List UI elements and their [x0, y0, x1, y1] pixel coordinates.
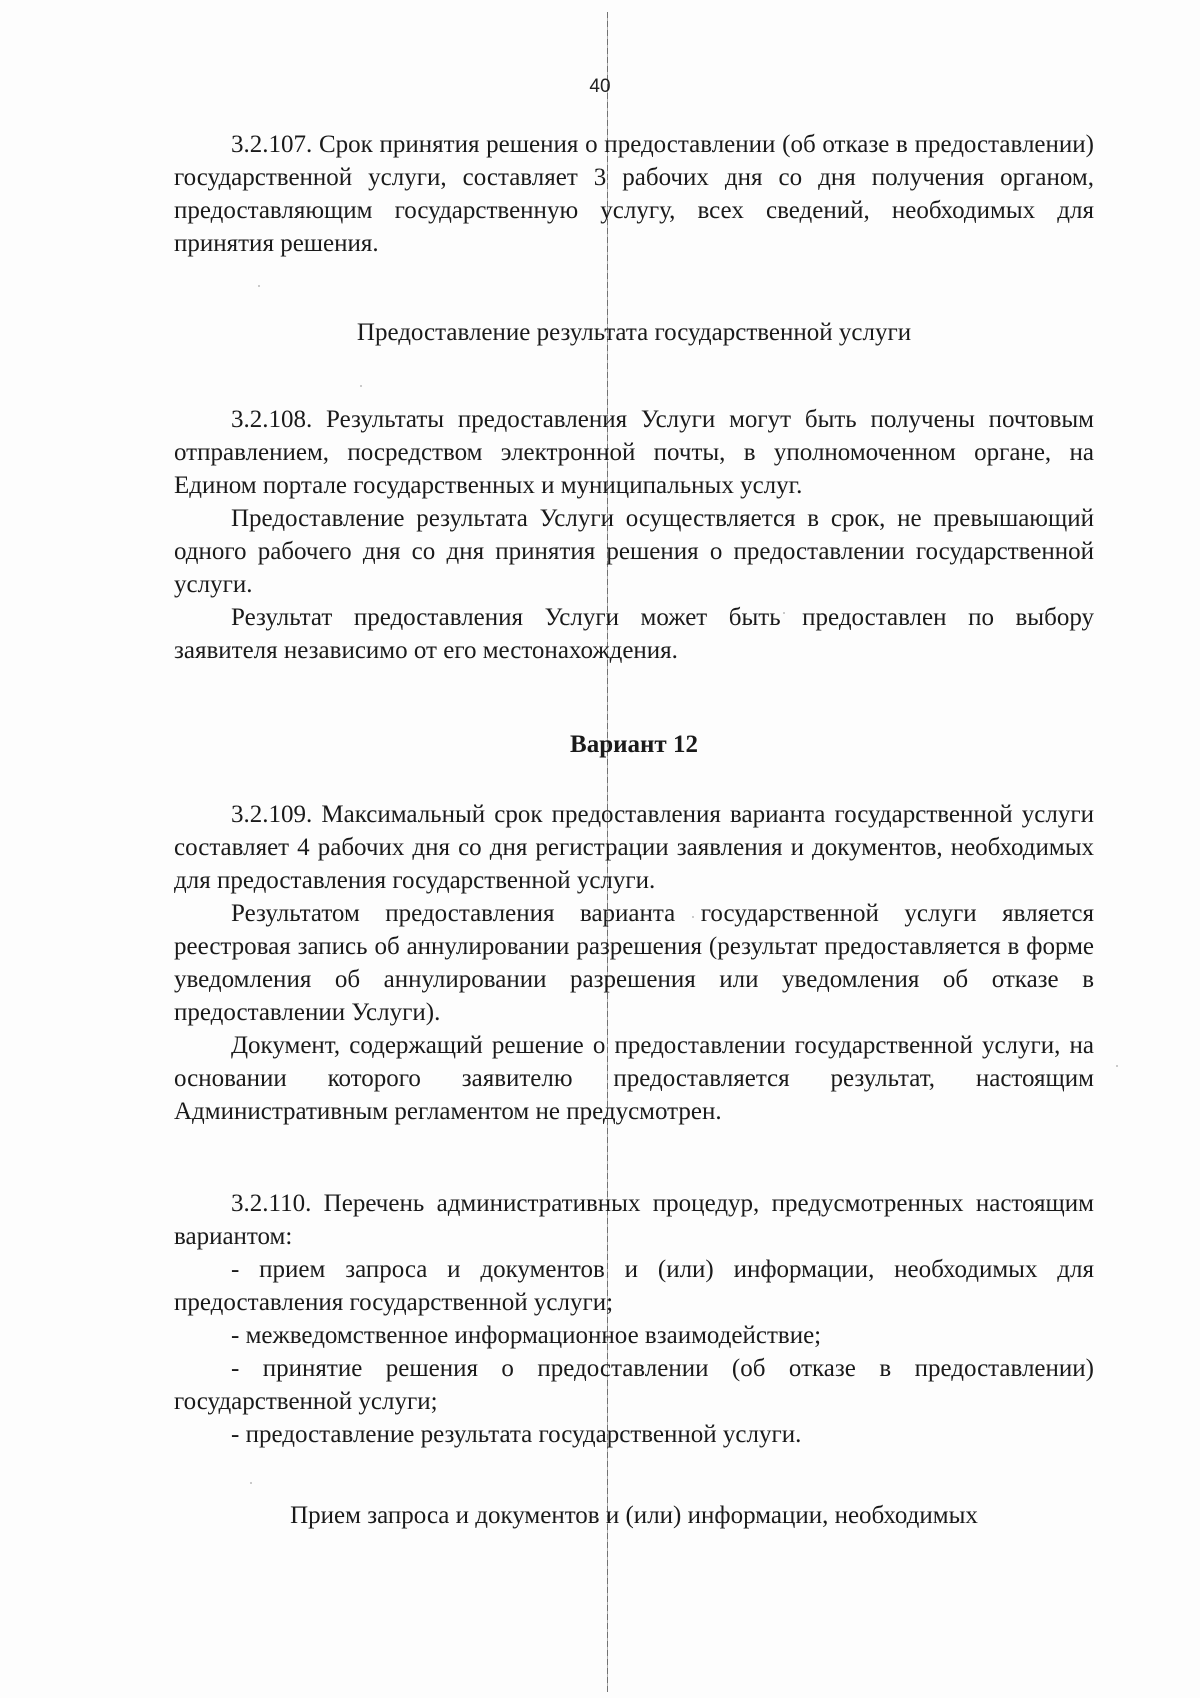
- procedure-item: - предоставление результата государственной услуги.: [231, 1421, 802, 1448]
- section-3-2-109: [174, 798, 1094, 1128]
- heading-intake-block: [174, 1499, 1094, 1532]
- page-number: 40: [589, 76, 611, 97]
- paragraph-3-2-107: 3.2.107. Срок принятия решения о предоставлении (об отказе в предоставлении) государственной услуги, составляет 3 рабочих дня со дня получения органом, предоставляющим государственную услугу, всех сведений, необходимых для принятия решения.: [174, 131, 1094, 257]
- heading-variant: Вариант 12: [570, 731, 698, 758]
- paragraph-result-term: Предоставление результата Услуги осуществляется в срок, не превышающий одного рабочего дня со дня принятия решения о предоставлении государственной услуги.: [174, 505, 1094, 598]
- heading-variant-block: [174, 728, 1094, 761]
- procedure-item: - прием запроса и документов и (или) информации, необходимых для предоставления государственной услуги;: [174, 1256, 1094, 1316]
- paragraph-3-2-109: 3.2.109. Максимальный срок предоставления варианта государственной услуги составляет 4 рабочих дня со дня регистрации заявления и документов, необходимых для предоставления государственной услуги.: [174, 801, 1094, 894]
- heading-intake: Прием запроса и документов и (или) информации, необходимых: [290, 1502, 978, 1529]
- procedure-item: - межведомственное информационное взаимодействие;: [231, 1322, 822, 1349]
- paragraph-document: Документ, содержащий решение о предоставлении государственной услуги, на основании которого заявителю предоставляется результат, настоящим Административным регламентом не предусмотрен.: [174, 1032, 1094, 1125]
- heading-result: Предоставление результата государственной услуги: [356, 319, 912, 346]
- paragraph-3-2-108: 3.2.108. Результаты предоставления Услуги могут быть получены почтовым отправлением, посредством электронной почты, в уполномоченном органе, на Едином портале государственных и муниципальных услуг.: [174, 406, 1094, 499]
- procedure-item: - принятие решения о предоставлении (об отказе в предоставлении) государственной услуги;: [174, 1355, 1094, 1415]
- paragraph-result-variant: Результатом предоставления варианта государственной услуги является реестровая запись об аннулировании разрешения (результат предоставляется в форме уведомления об аннулировании разрешения или уведомления об отказе в предоставлении Услуги).: [174, 900, 1094, 1026]
- section-3-2-107: [174, 128, 1094, 260]
- section-3-2-110: [174, 1187, 1094, 1451]
- section-3-2-108: [174, 403, 1094, 667]
- heading-result-block: [174, 316, 1094, 349]
- paragraph-3-2-110: 3.2.110. Перечень административных процедур, предусмотренных настоящим вариантом:: [174, 1190, 1094, 1250]
- paragraph-result-choice: Результат предоставления Услуги может быть предоставлен по выбору заявителя независимо от его местонахождения.: [174, 604, 1094, 664]
